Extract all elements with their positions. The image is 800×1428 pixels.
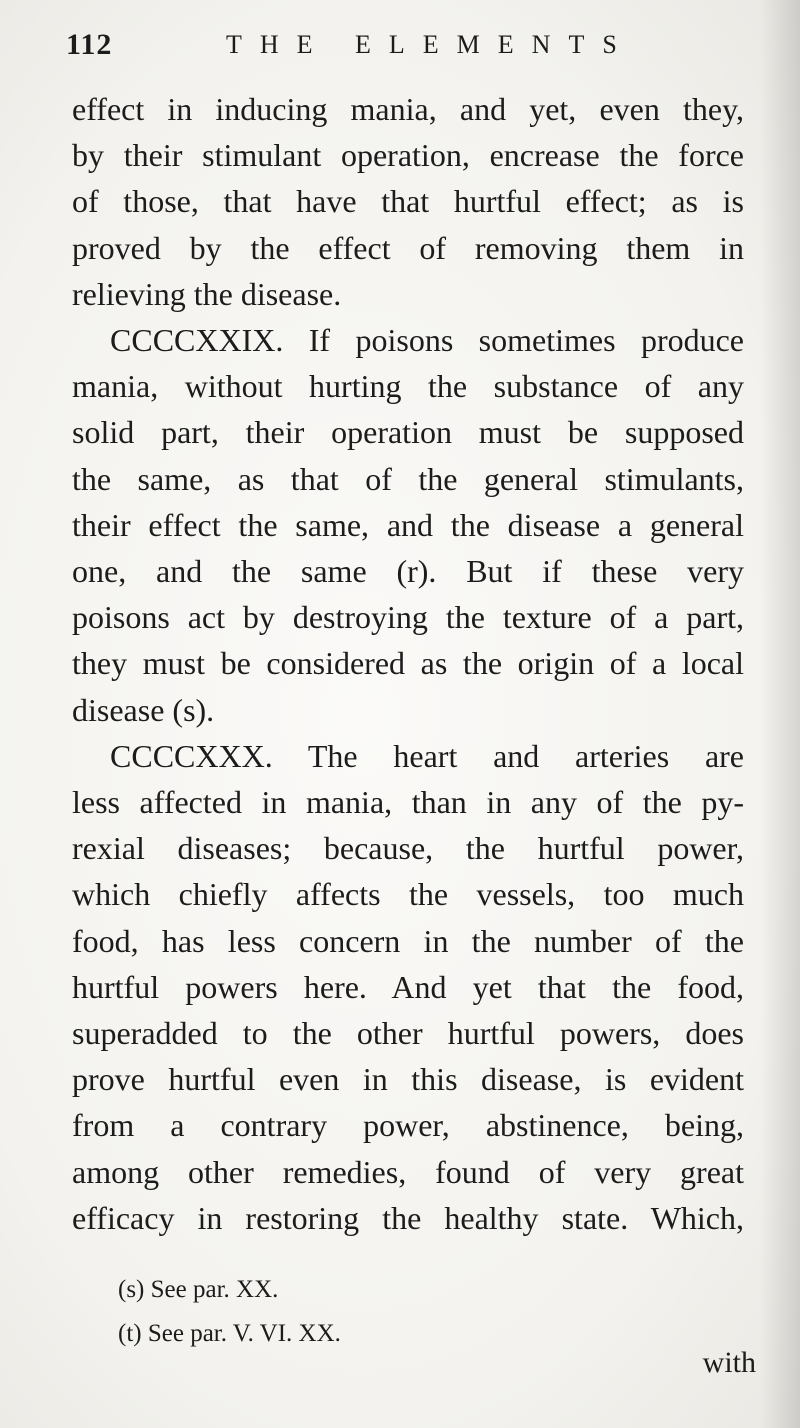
- text-line: superadded to the other hurtful powers, does: [72, 1015, 744, 1052]
- paragraph-start-ccccxxix: CCCCXXIX. If poisons sometimes produce: [110, 322, 744, 359]
- text-line: rexial diseases; because, the hurtful power,: [72, 830, 744, 867]
- text-line: relieving the disease.: [72, 275, 342, 312]
- text-line: prove hurtful even in this disease, is evident: [72, 1061, 744, 1098]
- text-line: one, and the same (r). But if these very: [72, 553, 744, 590]
- paragraph-start-ccccxxx: CCCCXXX. The heart and arteries are: [110, 737, 744, 774]
- footnote-s: (s) See par. XX.: [118, 1276, 279, 1303]
- text-line: proved by the effect of removing them in: [72, 229, 744, 266]
- text-line: among other remedies, found of very great: [72, 1153, 744, 1190]
- text-line: food, has less concern in the number of the: [72, 922, 744, 959]
- text-line: from a contrary power, abstinence, being,: [72, 1107, 744, 1144]
- text-line: efficacy in restoring the healthy state. Which,: [72, 1199, 744, 1236]
- footnotes: [118, 1268, 341, 1356]
- text-line: poisons act by destroying the texture of a part,: [72, 599, 744, 636]
- text-line: by their stimulant operation, encrease the force: [72, 137, 744, 174]
- page-number: 112: [66, 28, 113, 61]
- catchword: with: [702, 1346, 756, 1379]
- page-edge-shadow: [760, 0, 800, 1428]
- footnote-t: (t) See par. V. VI. XX.: [118, 1320, 341, 1347]
- running-head: [66, 28, 760, 68]
- text-line: the same, as that of the general stimulants,: [72, 460, 744, 497]
- text-line: they must be considered as the origin of a local: [72, 645, 744, 682]
- text-line: solid part, their operation must be supposed: [72, 414, 744, 451]
- text-line: which chiefly affects the vessels, too much: [72, 876, 744, 913]
- body-text: [72, 86, 744, 1241]
- running-title: THE ELEMENTS: [226, 30, 635, 59]
- text-line: mania, without hurting the substance of any: [72, 368, 744, 405]
- text-line: disease (s).: [72, 691, 215, 728]
- text-line: hurtful powers here. And yet that the food,: [72, 968, 744, 1005]
- text-line: effect in inducing mania, and yet, even they,: [72, 91, 744, 127]
- text-line: their effect the same, and the disease a general: [72, 506, 744, 543]
- text-line: less affected in mania, than in any of the py-: [72, 784, 744, 821]
- text-line: of those, that have that hurtful effect; as is: [72, 183, 744, 220]
